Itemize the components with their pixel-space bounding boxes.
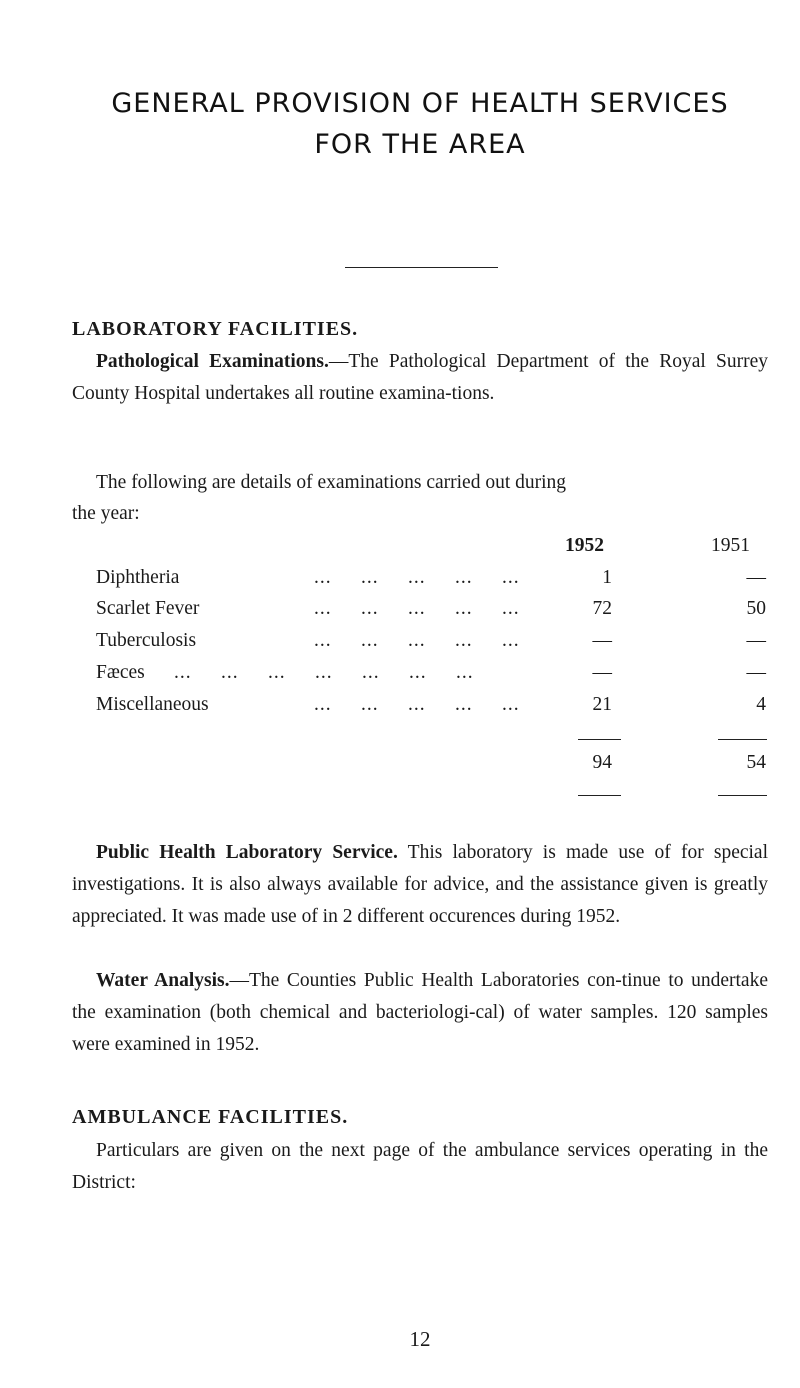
intro-line-2: the year: — [72, 503, 140, 524]
total-rule-1951 — [718, 739, 767, 740]
page-title-line-2: FOR THE AREA — [314, 129, 526, 160]
water-analysis-text: —The Counties Public Health Laboratories con-tinue to undertake the examination (both chemical and bacteriologi-cal) of water samples. 120 samples were examined in 1952. — [72, 970, 768, 1055]
water-analysis-paragraph — [72, 965, 768, 1061]
public-health-text: This laboratory is made use of for special investigations. It is also always available for advice, and the assistance given is greatly appreciated. It was made use of in 2 different occurences during 1952. — [72, 842, 768, 927]
value-1951: 50 — [746, 598, 766, 619]
ambulance-heading: AMBULANCE FACILITIES. — [72, 1106, 349, 1128]
page-number: 12 — [409, 1327, 431, 1351]
value-1952: — — [592, 630, 612, 651]
value-1951: — — [746, 567, 766, 588]
value-1951: — — [746, 662, 766, 683]
value-1951: 4 — [756, 694, 766, 715]
total-1951: 54 — [746, 752, 766, 773]
value-1952: 1 — [602, 567, 612, 588]
intro-line-1: The following are details of examinations carried out during — [96, 472, 567, 493]
value-1952: 72 — [592, 598, 612, 619]
total-bottom-rule-1952 — [578, 795, 621, 796]
pathological-paragraph — [72, 346, 768, 410]
col-header-1952: 1952 — [565, 535, 604, 556]
col-header-1951: 1951 — [711, 535, 750, 556]
pathological-text: —The Pathological Department of the Royal Surrey County Hospital undertakes all routine examina-tions. — [72, 351, 768, 404]
total-bottom-rule-1951 — [718, 795, 767, 796]
row-label: Scarlet Fever — [96, 598, 200, 619]
ambulance-paragraph: Particulars are given on the next page of the ambulance services operating in the District: — [72, 1140, 768, 1193]
public-health-lead: Public Health Laboratory Service. — [96, 842, 398, 863]
value-1952: — — [592, 662, 612, 683]
leader-dots: ... ... ... ... ... ... ... — [174, 662, 474, 683]
leader-dots: ... ... ... ... ... — [314, 630, 520, 651]
value-1952: 21 — [592, 694, 612, 715]
page-title-line-1: GENERAL PROVISION OF HEALTH SERVICES — [111, 88, 729, 119]
title-divider — [345, 267, 498, 268]
total-rule-1952 — [578, 739, 621, 740]
leader-dots: ... ... ... ... ... — [314, 567, 520, 588]
row-label: Miscellaneous — [96, 694, 209, 715]
leader-dots: ... ... ... ... ... — [314, 694, 520, 715]
row-label: Tuberculosis — [96, 630, 197, 651]
row-label: Diphtheria — [96, 567, 180, 588]
laboratory-heading: LABORATORY FACILITIES. — [72, 318, 359, 340]
value-1951: — — [746, 630, 766, 651]
public-health-paragraph — [72, 837, 768, 933]
leader-dots: ... ... ... ... ... — [314, 598, 520, 619]
water-analysis-lead: Water Analysis. — [96, 970, 230, 991]
row-label: Fæces — [96, 662, 145, 683]
total-1952: 94 — [592, 752, 612, 773]
pathological-lead: Pathological Examinations. — [96, 351, 329, 372]
